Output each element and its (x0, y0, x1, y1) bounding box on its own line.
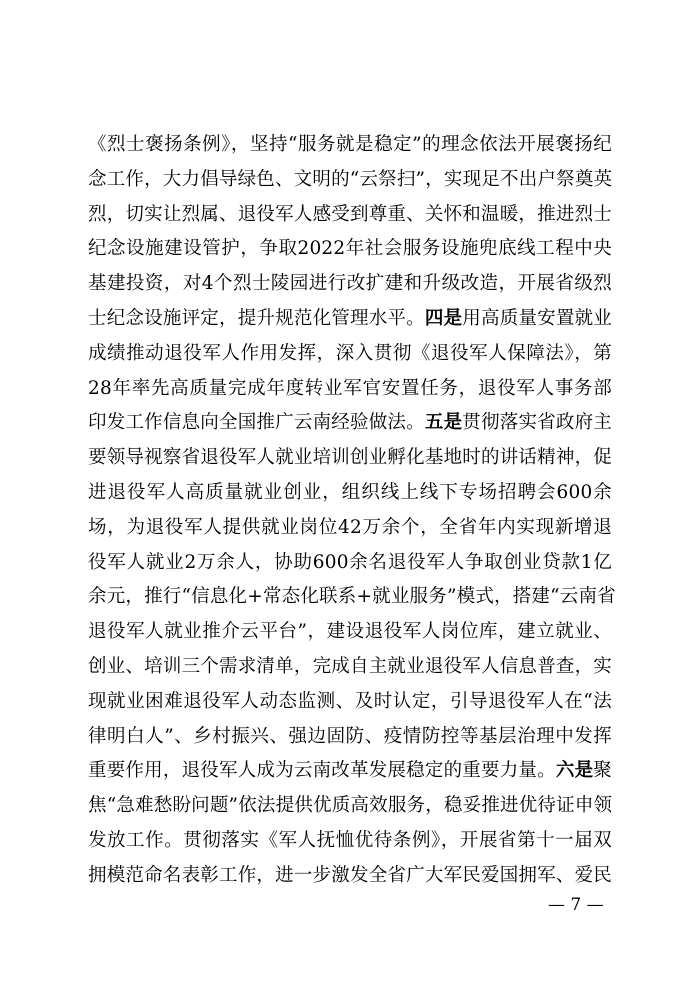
text-line (88, 754, 612, 789)
text-segment: 现就业困难退役军人动态监测、及时认定，引导退役军人在“法 (88, 690, 612, 712)
emphasis-text: 五是 (424, 412, 463, 434)
text-line (88, 615, 612, 650)
text-segment: 重要作用，退役军人成为云南改革发展稳定的重要力量。 (88, 760, 556, 782)
text-segment: 创业、培训三个需求清单，完成自主就业退役军人信息普查，实 (88, 655, 612, 677)
text-line (88, 302, 612, 337)
text-line (88, 232, 612, 267)
text-line (88, 720, 612, 755)
text-segment: 士纪念设施评定，提升规范化管理水平。 (88, 307, 425, 329)
emphasis-text: 六是 (555, 760, 594, 782)
text-segment: 要领导视察省退役军人就业培训创业孵化基地时的讲话精神，促 (88, 447, 612, 469)
text-line (88, 476, 612, 511)
text-line (88, 337, 612, 372)
text-segment: 余元，推行“信息化+常态化联系+就业服务”模式，搭建“云南省 (88, 586, 616, 608)
text-segment: 场，为退役军人提供就业岗位42万余个，全省年内实现新增退 (88, 516, 612, 538)
text-line (88, 650, 612, 685)
text-segment: 《烈士褒扬条例》，坚持“服务就是稳定”的理念依法开展褒扬纪 (88, 134, 612, 155)
text-segment: 退役军人就业推介云平台”，建设退役军人岗位库，建立就业、 (88, 621, 612, 643)
text-line (88, 128, 612, 163)
text-line (88, 372, 612, 407)
text-segment: 进退役军人高质量就业创业，组织线上线下专场招聘会600余 (88, 481, 612, 503)
text-segment: 律明白人”、乡村振兴、强边固防、疫情防控等基层治理中发挥 (88, 725, 612, 747)
text-segment: 纪念设施建设管护，争取2022年社会服务设施兜底线工程中央 (88, 238, 612, 260)
text-line (88, 685, 612, 720)
text-line (88, 441, 612, 476)
text-line (88, 824, 612, 859)
text-line (88, 406, 612, 441)
text-line (88, 511, 612, 546)
text-segment: 印发工作信息向全国推广云南经验做法。 (88, 412, 425, 434)
emphasis-text: 四是 (424, 307, 463, 329)
text-segment: 焦“急难愁盼问题”依法提供优质高效服务，稳妥推进优待证申领 (88, 795, 613, 817)
body-text (88, 128, 616, 894)
text-segment: 发放工作。贯彻落实《军人抚恤优待条例》，开展省第十一届双 (88, 829, 612, 851)
page-number: — 7 — (548, 895, 604, 915)
text-segment: 烈，切实让烈属、退役军人感受到尊重、关怀和温暖，推进烈士 (88, 203, 612, 225)
text-line (88, 580, 616, 615)
text-line (88, 163, 612, 198)
text-segment: 用高质量安置就业 (462, 307, 612, 329)
text-line (88, 859, 612, 894)
text-segment: 基建投资，对4个烈士陵园进行改扩建和升级改造，开展省级烈 (88, 273, 612, 295)
text-segment: 成绩推动退役军人作用发挥，深入贯彻《退役军人保障法》，第 (88, 342, 612, 364)
text-segment: 念工作，大力倡导绿色、文明的“云祭扫”，实现足不出户祭奠英 (88, 168, 613, 190)
text-segment: 贯彻落实省政府主 (462, 412, 612, 434)
text-segment: 聚 (593, 760, 612, 782)
text-line (88, 546, 612, 581)
text-segment: 役军人就业2万余人，协助600余名退役军人争取创业贷款1亿 (88, 551, 612, 573)
text-segment: 拥模范命名表彰工作，进一步激发全省广大军民爱国拥军、爱民 (88, 864, 612, 886)
text-line (88, 267, 612, 302)
text-line (88, 789, 612, 824)
text-line (88, 198, 612, 233)
text-segment: 28年率先高质量完成年度转业军官安置任务，退役军人事务部 (88, 377, 612, 399)
